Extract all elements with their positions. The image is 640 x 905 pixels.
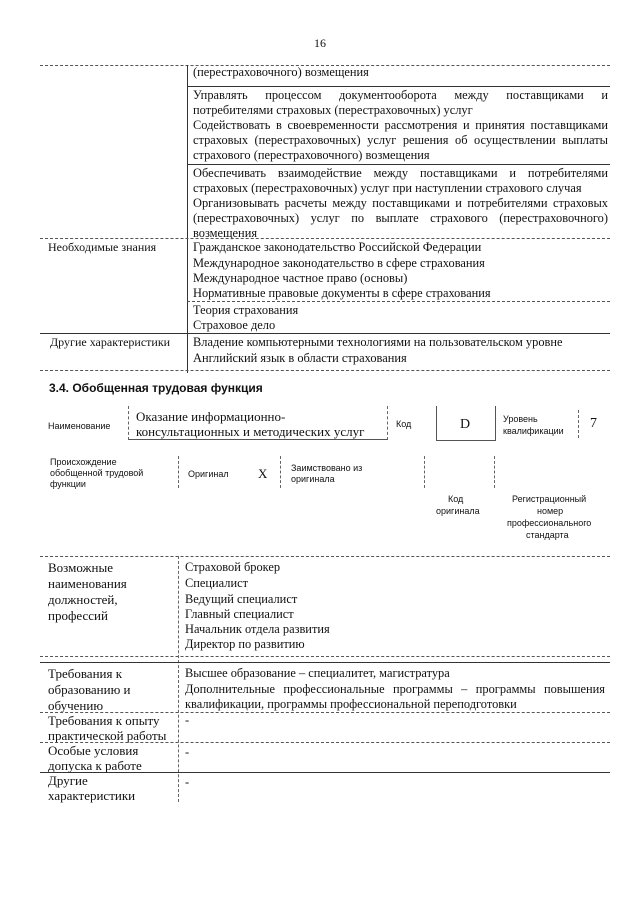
row-divider [187, 164, 610, 165]
origin-label-line1: Происхождение [50, 457, 117, 467]
code-original-line2: оригинала [436, 506, 480, 516]
level-value: 7 [590, 416, 597, 431]
positions-label-line: Возможные [48, 560, 113, 575]
positions-label-line: профессий [48, 608, 108, 623]
action-item: Организовывать расчеты между поставщиками и потребителями страховых (перестраховочных) услуг по выплате страхового (перестраховочного) возмещения [193, 196, 608, 240]
name-value-line1: Оказание информационно- [136, 409, 286, 424]
position-item: Главный специалист [185, 607, 294, 621]
origin-label-line3: функции [50, 479, 86, 489]
knowledge-item: Гражданское законодательство Российской Федерации [193, 240, 482, 254]
row-divider [187, 86, 610, 87]
code-label: Код [396, 419, 412, 429]
experience-label-line: практической работы [48, 728, 167, 743]
conditions-value: - [185, 745, 190, 759]
section-title: 3.4. Обобщенная трудовая функция [49, 381, 263, 395]
origin-label-line2: обобщенной трудовой [50, 468, 144, 478]
level-label-line1: Уровень [503, 414, 538, 424]
education-label-line: образованию и [48, 682, 131, 697]
conditions-label-line: допуска к работе [48, 758, 142, 773]
name-label: Наименование [48, 421, 111, 431]
knowledge-item: Международное частное право (основы) [193, 271, 408, 285]
other-label: Другие характеристики [50, 335, 171, 349]
row-divider [40, 772, 610, 773]
positions-label-line: должностей, [48, 592, 118, 607]
reg-number-line2: номер [537, 506, 564, 516]
education-item: Высшее образование – специалитет, магистратура [185, 666, 450, 680]
origin-divider [494, 456, 495, 488]
name-value-line2: консультационных и методических услуг [136, 424, 365, 439]
column-divider [178, 556, 179, 802]
knowledge-label: Необходимые знания [48, 240, 157, 254]
column-divider [187, 65, 188, 373]
origin-divider [424, 456, 425, 488]
position-item: Начальник отдела развития [185, 622, 330, 636]
education-label-line: обучению [48, 698, 104, 713]
position-item: Специалист [185, 576, 248, 590]
original-label: Оригинал [188, 469, 229, 479]
reg-number-line1: Регистрационный [512, 494, 587, 504]
knowledge-item: Страховое дело [193, 318, 276, 332]
action-item: Управлять процессом документооборота между поставщиками и потребителями страховых (перестраховочных) услуг [193, 88, 608, 117]
knowledge-item: Нормативные правовые документы в сфере страхования [193, 286, 491, 300]
action-item: (перестраховочного) возмещения [193, 65, 369, 79]
original-checkmark: X [258, 466, 268, 481]
position-item: Ведущий специалист [185, 592, 298, 606]
knowledge-item: Теория страхования [193, 303, 299, 317]
education-label-line: Требования к [48, 666, 123, 681]
other-char-value: - [185, 775, 190, 789]
position-item: Страховой брокер [185, 560, 281, 574]
positions-label-line: наименования [48, 576, 127, 591]
borrowed-label-line1: Заимствовано из [291, 463, 363, 473]
education-item: Дополнительные профессиональные программы – программы повышения квалификации, программы профессиональной переподготовки [185, 682, 605, 711]
code-original-line1: Код [448, 494, 464, 504]
page-number: 16 [314, 36, 326, 50]
other-item: Владение компьютерными технологиями на пользовательском уровне [193, 335, 563, 349]
action-item: Содействовать в своевременности рассмотрения и принятия поставщиками страховых (перестраховочных) услуг решения об осуществлении выплаты страхового (перестраховочного) возмещения [193, 118, 608, 162]
origin-divider [178, 456, 179, 488]
row-divider [40, 662, 610, 663]
action-item: Обеспечивать взаимодействие между поставщиками и потребителями страховых (перестраховочных) услуг при наступлении страхового случая [193, 166, 608, 195]
row-divider [40, 656, 610, 657]
table-border [40, 370, 610, 371]
reg-number-line4: стандарта [526, 530, 569, 540]
row-divider [187, 301, 610, 302]
reg-number-line3: профессионального [507, 518, 592, 528]
conditions-label-line: Особые условия [48, 743, 139, 758]
level-label-line2: квалификации [503, 426, 564, 436]
other-char-label-line: характеристики [48, 788, 136, 803]
other-item: Английский язык в области страхования [193, 351, 407, 365]
experience-value: - [185, 713, 190, 727]
row-divider [40, 238, 610, 239]
row-divider [40, 333, 610, 334]
table-border [40, 556, 610, 557]
borrowed-label-line2: оригинала [291, 474, 335, 484]
level-box-border [578, 410, 579, 438]
other-char-label-line: Другие [48, 773, 88, 788]
experience-label-line: Требования к опыту [48, 713, 160, 728]
origin-divider [280, 456, 281, 488]
knowledge-item: Международное законодательство в сфере страхования [193, 256, 485, 270]
position-item: Директор по развитию [185, 637, 305, 651]
code-value: D [460, 417, 471, 432]
